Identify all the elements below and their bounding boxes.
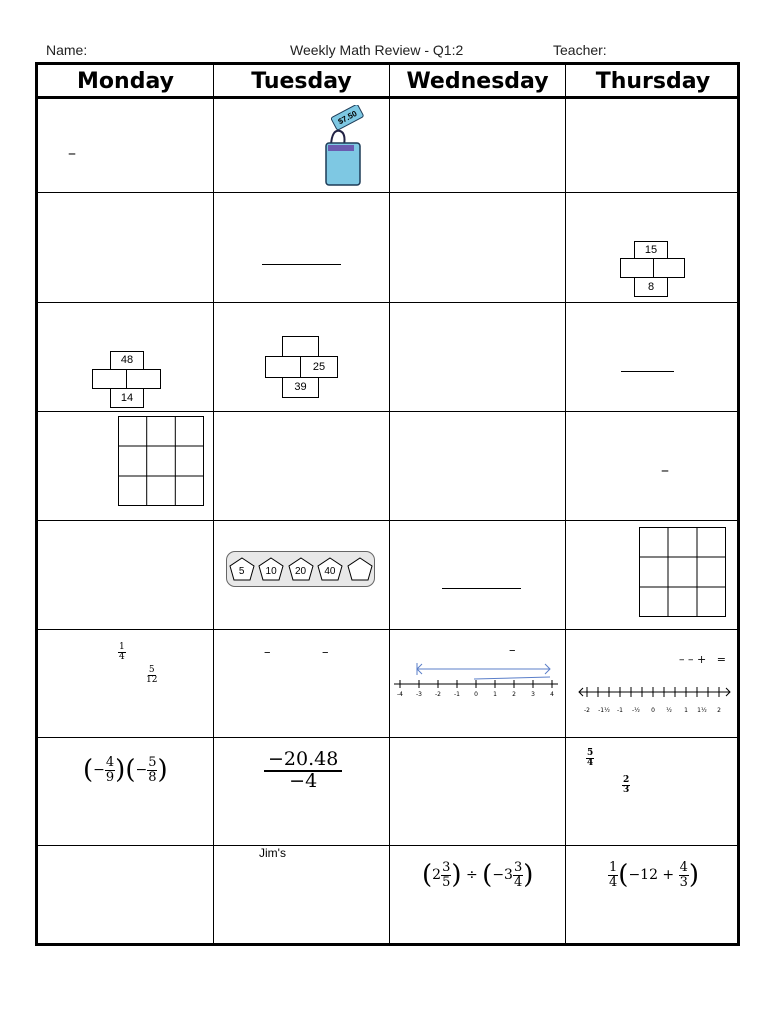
operator-dash: –: [264, 645, 271, 660]
expression: – – + =: [679, 653, 726, 666]
division-expression: (2 $\frac{3}{5}$ ) ÷ (−3 $\frac{3}{4}$ ): [422, 859, 534, 890]
pattern-shape: 5: [229, 557, 254, 581]
answer-blank-line: [621, 371, 674, 372]
svg-text:3: 3: [531, 691, 535, 698]
pattern-shape: 20: [288, 557, 313, 581]
number-line: [577, 682, 733, 718]
svg-text:-3: -3: [416, 691, 422, 698]
svg-text:2: 2: [512, 691, 516, 698]
number-pattern-strip: [226, 551, 375, 587]
fraction: $\frac{2}{3}$: [623, 775, 630, 796]
svg-text:-1: -1: [617, 707, 623, 714]
teacher-label: Teacher:: [553, 42, 607, 58]
svg-text:4: 4: [550, 691, 554, 698]
day-header-monday: Monday: [77, 69, 174, 94]
pattern-shape: 10: [258, 557, 283, 581]
puzzle-box-top: 48: [110, 351, 144, 370]
operator-dash: –: [509, 643, 516, 658]
svg-text:-4: -4: [397, 691, 403, 698]
column-divider: [389, 65, 390, 943]
puzzle-box-left: [620, 258, 654, 278]
svg-text:1: 1: [684, 707, 688, 714]
column-divider: [213, 65, 214, 943]
row-divider: [38, 845, 737, 846]
puzzle-box-bottom: 39: [282, 377, 319, 398]
answer-dash: –: [68, 143, 76, 162]
row-divider: [38, 520, 737, 521]
puzzle-box-bottom: 8: [634, 277, 668, 297]
puzzle-box-top: 15: [634, 241, 668, 259]
puzzle-box-right: 25: [300, 356, 338, 378]
three-by-three-grid: [639, 527, 726, 617]
word-problem-text: Jim's: [259, 846, 286, 860]
svg-text:1: 1: [493, 691, 497, 698]
svg-text:0: 0: [474, 691, 478, 698]
row-divider: [38, 737, 737, 738]
puzzle-box-right: [126, 369, 161, 389]
row-divider: [38, 302, 737, 303]
answer-blank-line: [442, 588, 521, 589]
division-fraction: $\frac{-20.48}{-4}$: [264, 750, 342, 792]
distributive-expression: $\frac{1}{4}$ (−12 + $\frac{4}{3}$ ): [609, 859, 700, 890]
puzzle-box-bottom: 14: [110, 388, 144, 408]
shopping-bag-icon: [322, 105, 364, 187]
puzzle-box-left: [92, 369, 127, 389]
worksheet-title: Weekly Math Review - Q1:2: [290, 42, 464, 58]
svg-text:-½: -½: [632, 707, 640, 714]
svg-text:0: 0: [651, 707, 655, 714]
svg-text:-1½: -1½: [598, 707, 610, 714]
fraction: $\frac{5}{4}$: [587, 748, 594, 769]
operator-dash: –: [322, 645, 329, 660]
answer-blank-line: [262, 264, 341, 265]
day-header-thursday: Thursday: [595, 69, 711, 94]
svg-text:½: ½: [666, 707, 672, 714]
day-header-wednesday: Wednesday: [406, 69, 549, 94]
review-grid: [35, 62, 740, 946]
puzzle-box-right: [653, 258, 685, 278]
puzzle-box-top: [282, 336, 319, 357]
row-divider: [38, 411, 737, 412]
svg-text:1½: 1½: [697, 707, 707, 714]
puzzle-box-left: [265, 356, 301, 378]
day-header-tuesday: Tuesday: [251, 69, 352, 94]
price-tag-label: $7.50: [336, 108, 359, 127]
multiplication-expression: (− $\frac{4}{9}$ )(− $\frac{5}{8}$ ): [83, 754, 168, 785]
pattern-shape: [347, 557, 372, 581]
svg-text:-2: -2: [435, 691, 441, 698]
answer-dash: –: [661, 460, 669, 479]
fraction: $\frac{5}{12}$: [146, 665, 158, 686]
name-label: Name:: [46, 42, 88, 58]
svg-text:-2: -2: [584, 707, 590, 714]
row-divider: [38, 629, 737, 630]
column-divider: [565, 65, 566, 943]
fraction: $\frac{1}{4}$: [119, 642, 125, 663]
svg-text:2: 2: [717, 707, 721, 714]
row-divider: [38, 192, 737, 193]
number-line: [394, 659, 558, 701]
svg-text:-1: -1: [454, 691, 460, 698]
three-by-three-grid: [118, 416, 204, 506]
pattern-shape: 40: [317, 557, 342, 581]
